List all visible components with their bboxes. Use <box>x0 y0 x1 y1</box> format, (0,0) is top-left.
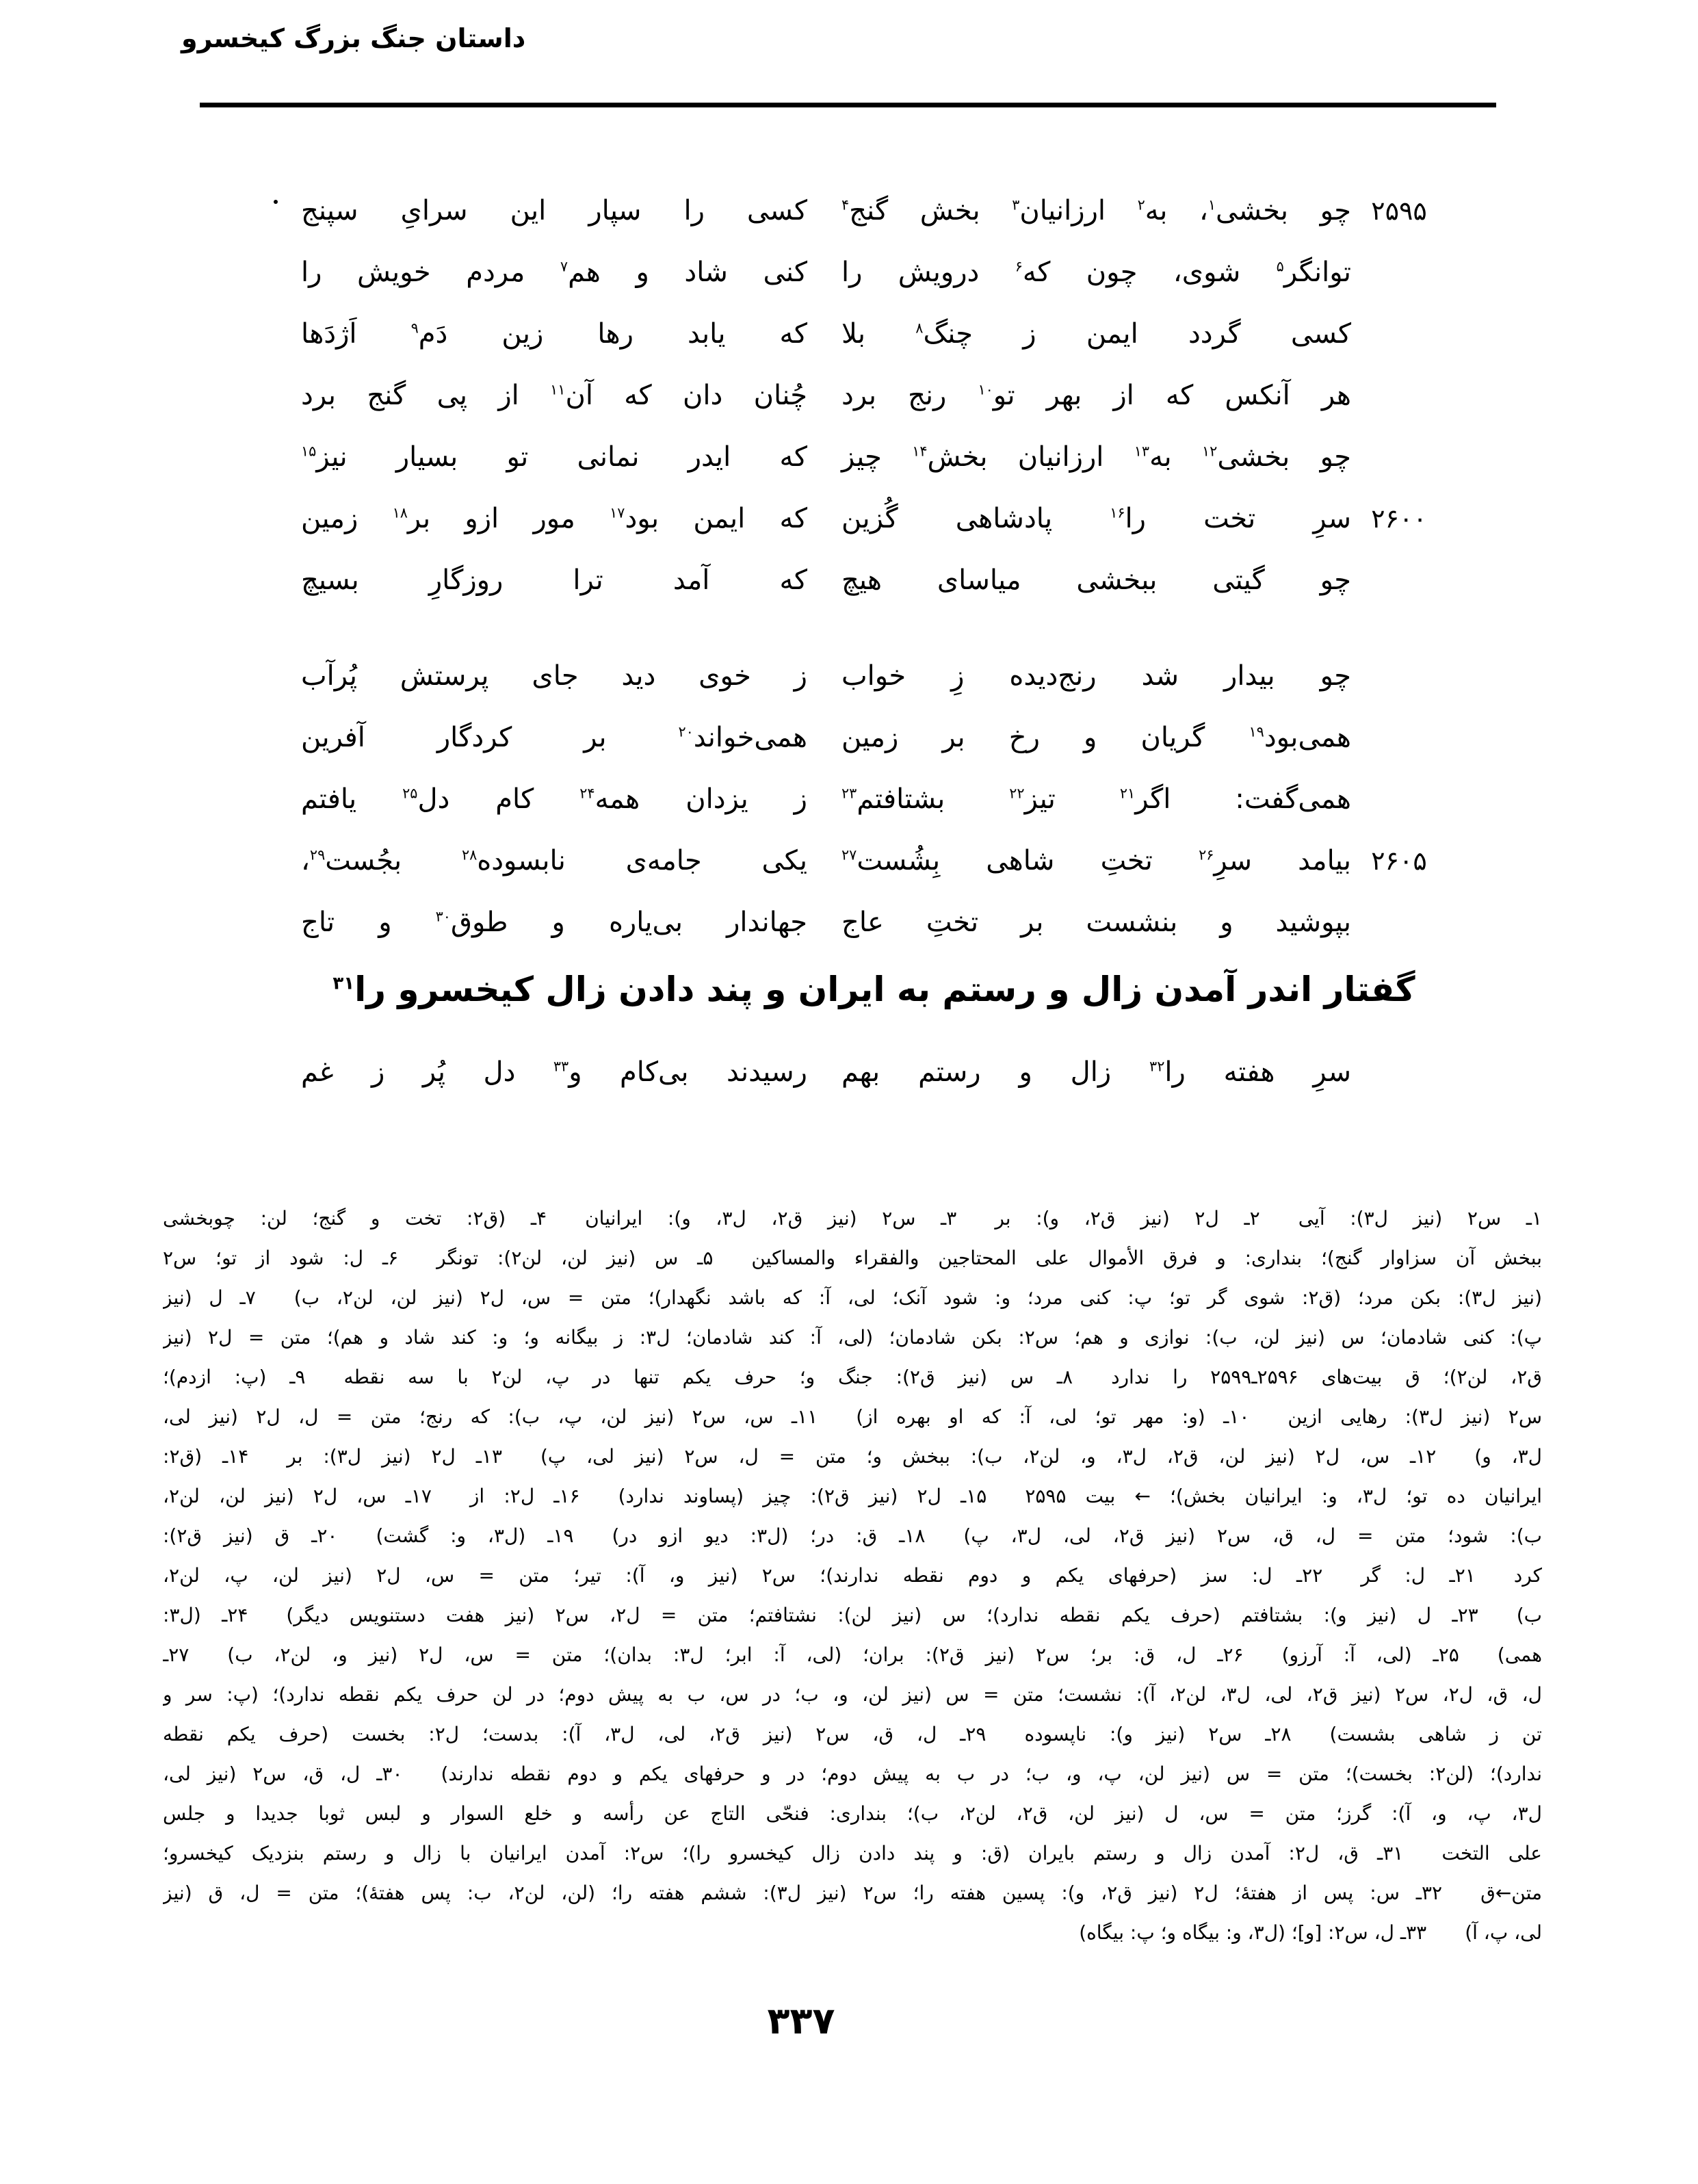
footnote-line: ل۳، پ، و، آ): گرز؛ متن = س، ل (نیز لن، ق۲، لن۲، ب)؛ بنداری: فنحّی التاج عن رأسه و خلع السوار و لبس ثوبا جدیدا و جلس <box>163 1802 1542 1825</box>
hemistich-right: همی‌بود$^{۱۹}$ گریان و رخ بر زمین <box>841 722 1351 753</box>
footnote-marker: ۸ <box>915 320 924 337</box>
hemistich-left: همی‌خواند$^{۲۰}$ بر کردگار آفرین <box>301 722 807 753</box>
footnote-marker: ۳۲ <box>1149 1058 1165 1075</box>
verse-row <box>301 365 1447 426</box>
hemistich-left: که ایدر نمانی تو بسیار نیز$^{۱۵}$ <box>301 441 807 473</box>
verse-number: ۲۶۰۵ <box>1371 846 1427 876</box>
hemistich-left: کنی شاد و هم$^۷$ مردم خویش را <box>301 257 807 288</box>
verse-row <box>301 426 1447 488</box>
section-heading: گفتار اندر آمدن زال و رستم به ایران و پند دادن زال کیخسرو را$^{۳۱}$ <box>332 970 1415 1009</box>
footnote-marker: ۶ <box>1015 258 1023 275</box>
hemistich-right: کسی گردد ایمن ز چنگ$^۸$ بلا <box>841 318 1351 350</box>
footnote-line: ل۳، و) ۱۲ـ س، ل۲ (نیز لن، ق۲، ل۳، و، لن۲، ب): ببخش و؛ متن = ل، س۲ (نیز لی، پ) ۱۳ـ ل۲ (نیز ل۳): بر ۱۴ـ (ق۲: <box>163 1445 1542 1468</box>
footnotes-block <box>163 1199 1542 1953</box>
hemistich-right: چو بخشی$^۱$، به$^۲$ ارزانیان$^۳$ بخش گنج$^۴$ <box>841 195 1352 226</box>
footnote-marker: ۲۸ <box>461 846 478 863</box>
hemistich-right: هر آنکس که از بهر تو$^{۱۰}$ رنج برد <box>841 380 1351 411</box>
stanza-gap <box>301 611 1447 645</box>
footnote-marker: ۱۴ <box>912 443 928 460</box>
footnote-marker: ۲۷ <box>841 846 857 863</box>
footnote-marker: ۲۴ <box>579 785 595 802</box>
footnote-line: ایرانیان ده تو؛ ل۳، و: ایرانیان بخش)؛ ← بیت ۲۵۹۵ ۱۵ـ ل۲ (نیز ق۲): چیز (پساوند ندارد) ۱۶ـ ل۲: از ۱۷ـ س، ل۲ (نیز لن، لن۲، <box>163 1485 1542 1507</box>
footnote-marker: ۴ <box>841 196 850 213</box>
footnote-line: ب): شود؛ متن = ل، ق، س۲ (نیز ق۲، لی، ل۳، پ) ۱۸ـ ق: در؛ (ل۳: دیو ازو در) ۱۹ـ (ل۳، و: گشت) ۲۰ـ ق (نیز ق۲): <box>163 1524 1542 1547</box>
footnote-line: ببخش آن سزاوار گنج)؛ بنداری: و فرق الأموال علی المحتاجین والفقراء والمساکین ۵ـ س (نیز لن، لن۲): تونگر ۶ـ ل: شود از تو؛ س۲ <box>163 1247 1542 1269</box>
footnote-line: ۱ـ س۲ (نیز ل۳): آیی ۲ـ ل۲ (نیز ق۲، و): بر ۳ـ س۲ (نیز ق۲، ل۳، و): ایرانیان ۴ـ (ق۲: تخت و گنج؛ لن: چوبخشی <box>163 1207 1542 1230</box>
footnote-marker: ۹ <box>410 320 419 337</box>
footnote-marker: ۱۵ <box>301 443 317 460</box>
footnote-line: متن←ق ۳۲ـ س: پس از هفتهٔ؛ ل۲ (نیز ق۲، و): پسین هفته را؛ س۲ (نیز ل۳): ششم هفته را؛ (لن، لن۲، ب: پس هفتهٔ)؛ متن = ل، ق (نیز <box>163 1882 1542 1904</box>
verse-row <box>301 892 1447 953</box>
verse-row <box>301 707 1447 768</box>
footnote-line: علی التخت ۳۱ـ ق، ل۲: آمدن زال و رستم بایران (ق: و پند دادن زال کیخسرو را)؛ س۲: آمدن ایرانیان با زال و رستم بنزدیک کیخسرو؛ <box>163 1842 1542 1864</box>
footnote-line: ب) ۲۳ـ ل (نیز و): بشتافتم (حرف یکم نقطه ندارد)؛ س (نیز لن): نشتافتم؛ متن = ل۲، س۲ (نیز هفت دستنویس دیگر) ۲۴ـ (ل۳: <box>163 1604 1542 1626</box>
running-head: داستان جنگ بزرگ کیخسرو <box>181 23 526 53</box>
footnote-line: پ): کنی شادمان؛ س (نیز لن، ب): نوازی و هم؛ س۲: بکن شادمان؛ (لی، آ: کند شادمان؛ ل۳: ز بیگانه و؛ و: کند شاد و هم)؛ متن = ل۲ (نیز <box>163 1326 1542 1349</box>
hemistich-left: یکی جامه‌ی نابسوده$^{۲۸}$ بجُست$^{۲۹}$، <box>301 845 807 876</box>
hemistich-right: بپوشید و بنشست بر تختِ عاج <box>841 907 1351 938</box>
footnote-marker: ۲۰ <box>678 723 694 740</box>
footnote-marker: ۲۹ <box>309 846 326 863</box>
footnote-marker: ۱۱ <box>550 381 566 398</box>
footnote-marker: ۱۷ <box>610 504 625 521</box>
footnote-marker: ۱۰ <box>978 381 993 398</box>
footnote-marker: ۱۹ <box>1249 723 1264 740</box>
hemistich-right: چو بیدار شد رنج‌دیده زِ خواب <box>841 660 1351 692</box>
footnote-line: ق۲، لن۲)؛ ق بیت‌های ۲۵۹۶ـ۲۵۹۹ را ندارد ۸ـ س (نیز ق۲): جنگ و؛ حرف یکم تنها در پ، لن۲ با سه نقطه ۹ـ (پ: ازدم)؛ <box>163 1366 1542 1388</box>
footnote-marker: ۲۲ <box>1009 785 1025 802</box>
poem-container <box>301 180 1447 1103</box>
header-rule <box>200 103 1496 107</box>
footnote-line: ل، ق، ل۲، س۲ (نیز ق۲، لی، ل۳، لن۲، آ): نشست؛ متن = س (نیز لن، و، ب؛ در س، ب به پیش دوم؛ در لن حرف یکم نقطه ندارد)؛ (پ: سر و <box>163 1683 1542 1706</box>
hemistich-left: ز یزدان همه$^{۲۴}$ کام دل$^{۲۵}$ یافتم <box>301 783 807 815</box>
verse-row <box>301 303 1447 365</box>
footnote-marker: ۲ <box>1137 196 1145 213</box>
footnote-marker: ۲۳ <box>841 785 857 802</box>
hemistich-left: که ایمن بود$^{۱۷}$ مور ازو بر$^{۱۸}$ زمین <box>301 503 807 534</box>
verse-number: ۲۶۰۰ <box>1371 504 1427 534</box>
page-number: ۳۳۷ <box>767 1999 835 2042</box>
verse-row <box>301 1041 1447 1103</box>
print-speck <box>274 200 278 204</box>
footnote-marker: ۳۰ <box>435 908 451 925</box>
footnote-marker: ۱۶ <box>1110 504 1125 521</box>
footnote-marker: ۱ <box>1207 196 1216 213</box>
verse-row <box>301 180 1447 242</box>
hemistich-left: که آمد ترا روزگارِ بسیچ <box>301 564 807 596</box>
hemistich-right: همی‌گفت: اگر$^{۲۱}$ تیز$^{۲۲}$ بشتافتم$^{۲۳}$ <box>841 783 1351 815</box>
footnote-marker: ۲۶ <box>1199 846 1214 863</box>
hemistich-left: ز خوی دید جای پرستش پُرآب <box>301 660 807 692</box>
hemistich-left: که یابد رها زین دَم$^۹$ اَژدَها <box>301 318 807 350</box>
hemistich-left: رسیدند بی‌کام و$^{۳۳}$ دل پُر ز غم <box>301 1056 807 1088</box>
hemistich-right: توانگر$^۵$ شوی، چون که$^۶$ درویش را <box>841 257 1352 288</box>
hemistich-right: سرِ تخت را$^{۱۶}$ پادشاهی گُزین <box>841 503 1351 534</box>
verse-row <box>301 645 1447 707</box>
hemistich-right: بیامد سرِ$^{۲۶}$ تختِ شاهی بِشُست$^{۲۷}$ <box>841 845 1351 876</box>
footnote-marker: ۲۵ <box>402 785 418 802</box>
footnote-marker: ۵ <box>1276 258 1284 275</box>
verse-row <box>301 830 1447 892</box>
verse-row <box>301 549 1447 611</box>
footnote-marker: ۳ <box>1012 196 1020 213</box>
footnote-marker: ۳۳ <box>553 1058 569 1075</box>
footnote-line: ندارد)؛ (لن۲: بخست)؛ متن = س (نیز لن، پ، و، ب؛ در ب به پیش دوم؛ در و حرفهای یکم و دوم نقطه ندارند) ۳۰ـ ل، ق، س۲ (نیز لی، <box>163 1763 1542 1785</box>
hemistich-right: چو گیتی ببخشی میاسای هیچ <box>841 564 1351 596</box>
footnote-line: کرد ۲۱ـ ل: گر ۲۲ـ ل: سز (حرفهای یکم و دوم نقطه ندارند)؛ س۲ (نیز و، آ): تیر؛ متن = س، ل۲ (نیز لن، پ، لن۲، <box>163 1564 1542 1587</box>
footnote-marker: ۱۲ <box>1201 443 1218 460</box>
footnote-line: (نیز ل۳): بکن مرد؛ (ق۲: شوی گر تو؛ پ: کنی مرد؛ و: شود آنک؛ لی، آ: که باشد نگهدار)؛ متن = س، ل۲ (نیز لن، لن۲، ب) ۷ـ ل (نیز <box>163 1286 1542 1309</box>
hemistich-left: جهاندار بی‌یاره و طوق$^{۳۰}$ و تاج <box>301 907 807 938</box>
footnote-marker: ۳۱ <box>332 973 355 994</box>
hemistich-left: کسی را سپار این سرایِ سپنج <box>301 195 807 226</box>
footnote-marker: ۷ <box>560 258 569 275</box>
footnote-marker: ۲۱ <box>1119 785 1136 802</box>
footnote-line: همی) ۲۵ـ (لی، آ: آرزو) ۲۶ـ ل، ق: بر؛ س۲ (نیز ق۲): بران؛ (لی، آ: ابر؛ ل۳: بدان)؛ متن = س، ل۲ (نیز و، لن۲، ب) ۲۷ـ <box>163 1643 1542 1666</box>
hemistich-left: چُنان دان که آن$^{۱۱}$ از پی گنج برد <box>301 380 807 411</box>
verse-number: ۲۵۹۵ <box>1371 196 1427 226</box>
footnote-line: لی، پ، آ) ۳۳ـ ل، س۲: [و]؛ (ل۳، و: بیگاه و؛ پ: بیگاه) <box>1079 1921 1542 1944</box>
footnote-line: تن ز شاهی بشست) ۲۸ـ س۲ (نیز و): ناپسوده ۲۹ـ ل، ق، س۲ (نیز ق۲، لی، ل۳، آ): بدست؛ ل۲: بخست (حرف یکم نقطه <box>163 1723 1542 1745</box>
footnote-marker: ۱۳ <box>1134 443 1150 460</box>
verse-row <box>301 488 1447 549</box>
hemistich-right: چو بخشی$^{۱۲}$ به$^{۱۳}$ ارزانیان بخش$^{۱۴}$ چیز <box>841 441 1351 473</box>
footnote-line: س۲ (نیز ل۳): رهایی ازین ۱۰ـ (و: مهر تو؛ لی، آ: که او بهره از) ۱۱ـ س، س۲ (نیز لن، پ، ب): که رنج؛ متن = ل، ل۲ (نیز لی، <box>163 1405 1542 1428</box>
verse-row <box>301 242 1447 303</box>
hemistich-right: سرِ هفته را$^{۳۲}$ زال و رستم بهم <box>841 1056 1351 1088</box>
verse-row <box>301 768 1447 830</box>
footnote-marker: ۱۸ <box>392 504 408 521</box>
